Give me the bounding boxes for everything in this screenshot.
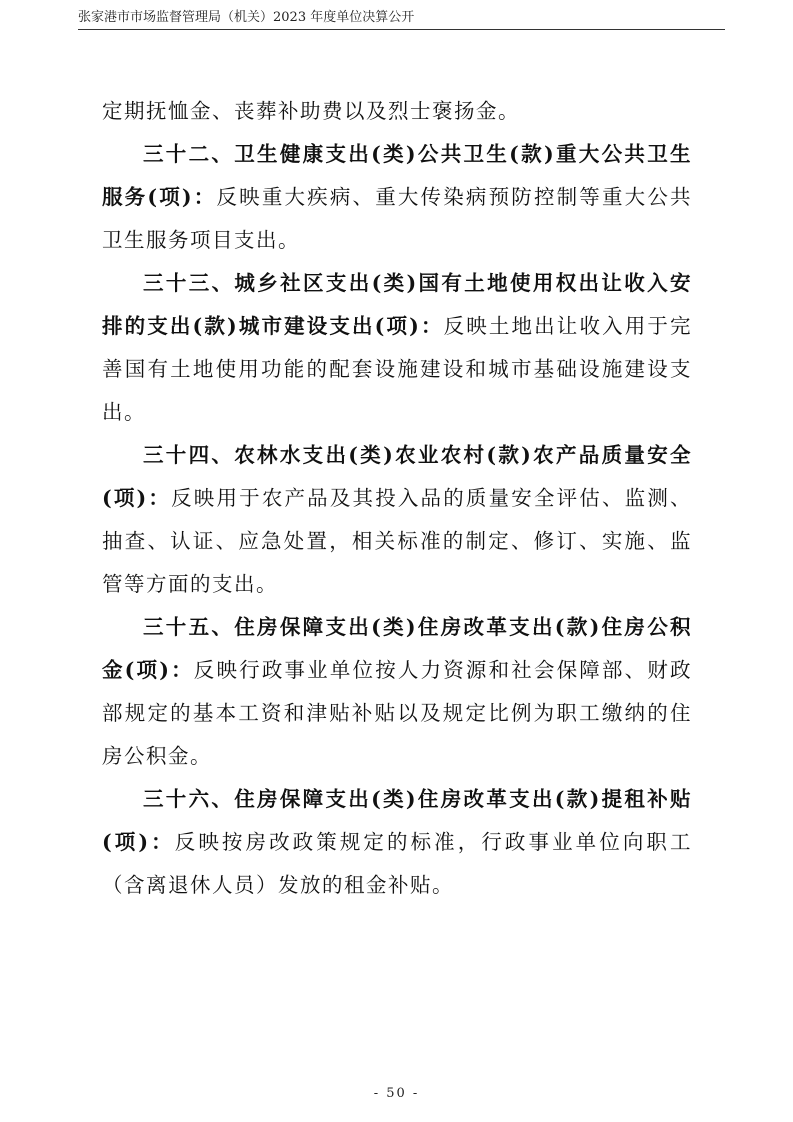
paragraph-item-36: [102, 778, 692, 907]
paragraph-item-35: [102, 606, 692, 778]
paragraph-body: 反映土地出让收入用于完善国有土地使用功能的配套设施建设和城市基础设施建设支出。: [102, 314, 692, 424]
paragraph-heading: 三十五、住房保障支出(类)住房改革支出(款)住房公积金(项)：: [102, 615, 692, 682]
paragraph-item-34: [102, 434, 692, 606]
page-number: - 50 -: [373, 1086, 420, 1101]
paragraph-body: 定期抚恤金、丧葬补助费以及烈士褒扬金。: [102, 99, 520, 123]
paragraph-body: 反映按房改政策规定的标准，行政事业单位向职工（含离退休人员）发放的租金补贴。: [102, 830, 692, 897]
paragraph-heading: 三十三、城乡社区支出(类)国有土地使用权出让收入安排的支出(款)城市建设支出(项)：: [102, 271, 692, 338]
paragraph-body: 反映行政事业单位按人力资源和社会保障部、财政部规定的基本工资和津贴补贴以及规定比例为职工缴纳的住房公积金。: [102, 658, 693, 768]
paragraph-item-32: [102, 133, 692, 262]
header-divider: [78, 29, 725, 30]
paragraph-item-33: [102, 262, 692, 434]
document-body: [102, 90, 692, 907]
paragraph-body: 反映用于农产品及其投入品的质量安全评估、监测、抽查、认证、应急处置，相关标准的制定、修订、实施、监管等方面的支出。: [102, 486, 692, 596]
paragraph-continuation: [102, 90, 692, 133]
paragraph-heading: 三十二、卫生健康支出(类)公共卫生(款)重大公共卫生服务(项)：: [102, 142, 692, 209]
paragraph-heading: 三十六、住房保障支出(类)住房改革支出(款)提租补贴(项)：: [102, 787, 692, 854]
paragraph-heading: 三十四、农林水支出(类)农业农村(款)农产品质量安全(项)：: [102, 443, 692, 510]
document-header: 张家港市市场监督管理局（机关）2023 年度单位决算公开: [78, 10, 415, 25]
paragraph-body: 反映重大疾病、重大传染病预防控制等重大公共卫生服务项目支出。: [102, 185, 693, 252]
